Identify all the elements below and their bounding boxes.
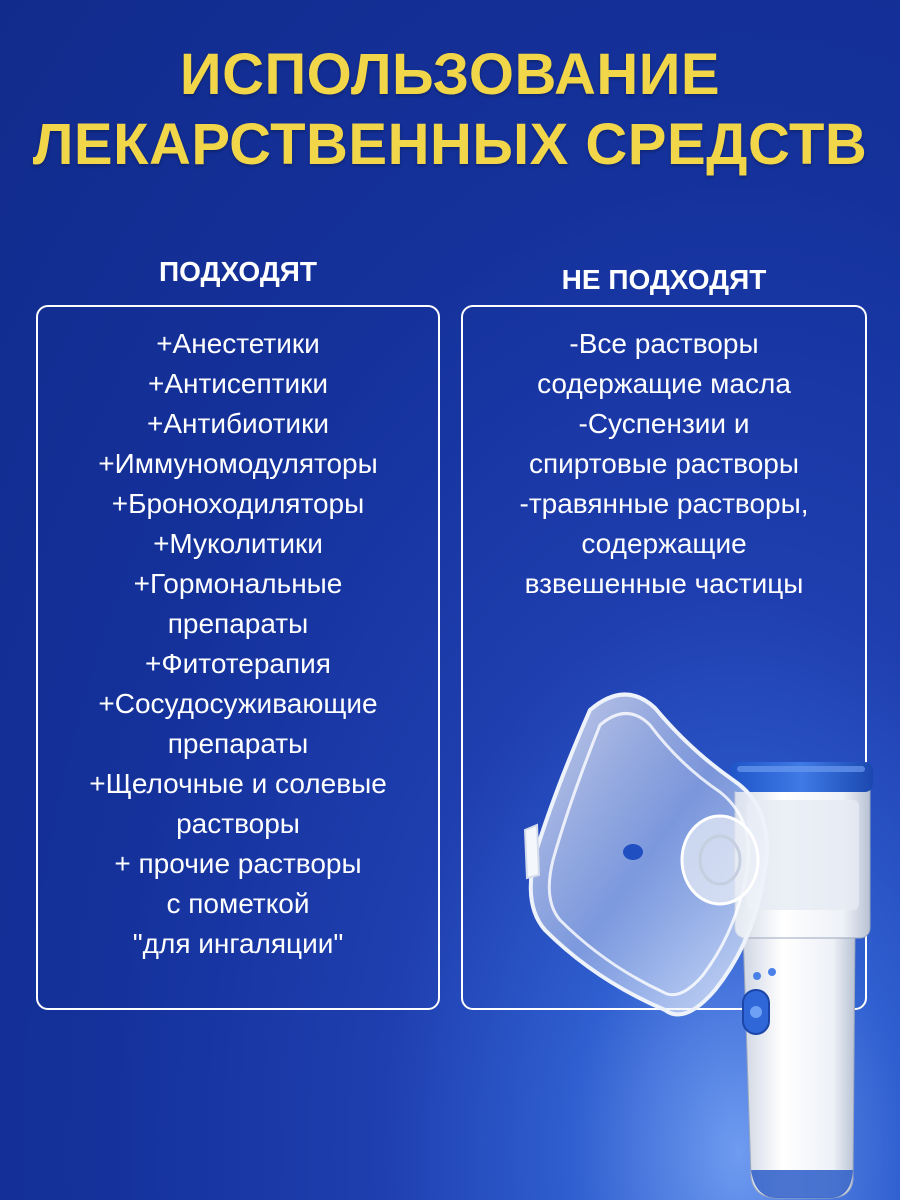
list-item: +Муколитики: [153, 528, 323, 559]
suitable-heading: ПОДХОДЯТ: [158, 256, 318, 287]
list-item: препараты: [167, 608, 309, 639]
list-item: -травянные растворы,: [519, 488, 809, 519]
list-item: +Иммуномодуляторы: [98, 448, 378, 479]
list-item: спиртовые растворы: [529, 448, 799, 479]
list-item: -Все растворы: [569, 328, 759, 359]
list-item: +Гормональные: [133, 568, 343, 599]
unsuitable-list: [463, 324, 865, 604]
unsuitable-heading: НЕ ПОДХОДЯТ: [561, 264, 767, 295]
nebulizer-icon: [515, 680, 900, 1200]
list-item: +Броноходиляторы: [111, 488, 365, 519]
list-item: + прочие растворы: [114, 848, 362, 879]
list-item: +Анестетики: [156, 328, 320, 359]
list-item: с пометкой: [166, 888, 310, 919]
main-title-line-1: ИСПОЛЬЗОВАНИЕ: [179, 42, 721, 107]
list-item: препараты: [167, 728, 309, 759]
list-item: +Фитотерапия: [145, 648, 331, 679]
list-item: +Антисептики: [147, 368, 329, 399]
list-item: растворы: [176, 808, 300, 839]
list-item: -Суспензии и: [578, 408, 750, 439]
list-item: содержащие: [581, 528, 747, 559]
list-item: взвешенные частицы: [524, 568, 804, 599]
list-item: +Щелочные и солевые: [89, 768, 387, 799]
list-item: +Сосудосуживающие: [98, 688, 378, 719]
main-title-line-2: ЛЕКАРСТВЕННЫХ СРЕДСТВ: [32, 112, 868, 177]
list-item: содержащие масла: [537, 368, 791, 399]
list-item: "для ингаляции": [132, 928, 344, 959]
list-item: +Антибиотики: [147, 408, 329, 439]
suitable-list: [38, 324, 438, 964]
